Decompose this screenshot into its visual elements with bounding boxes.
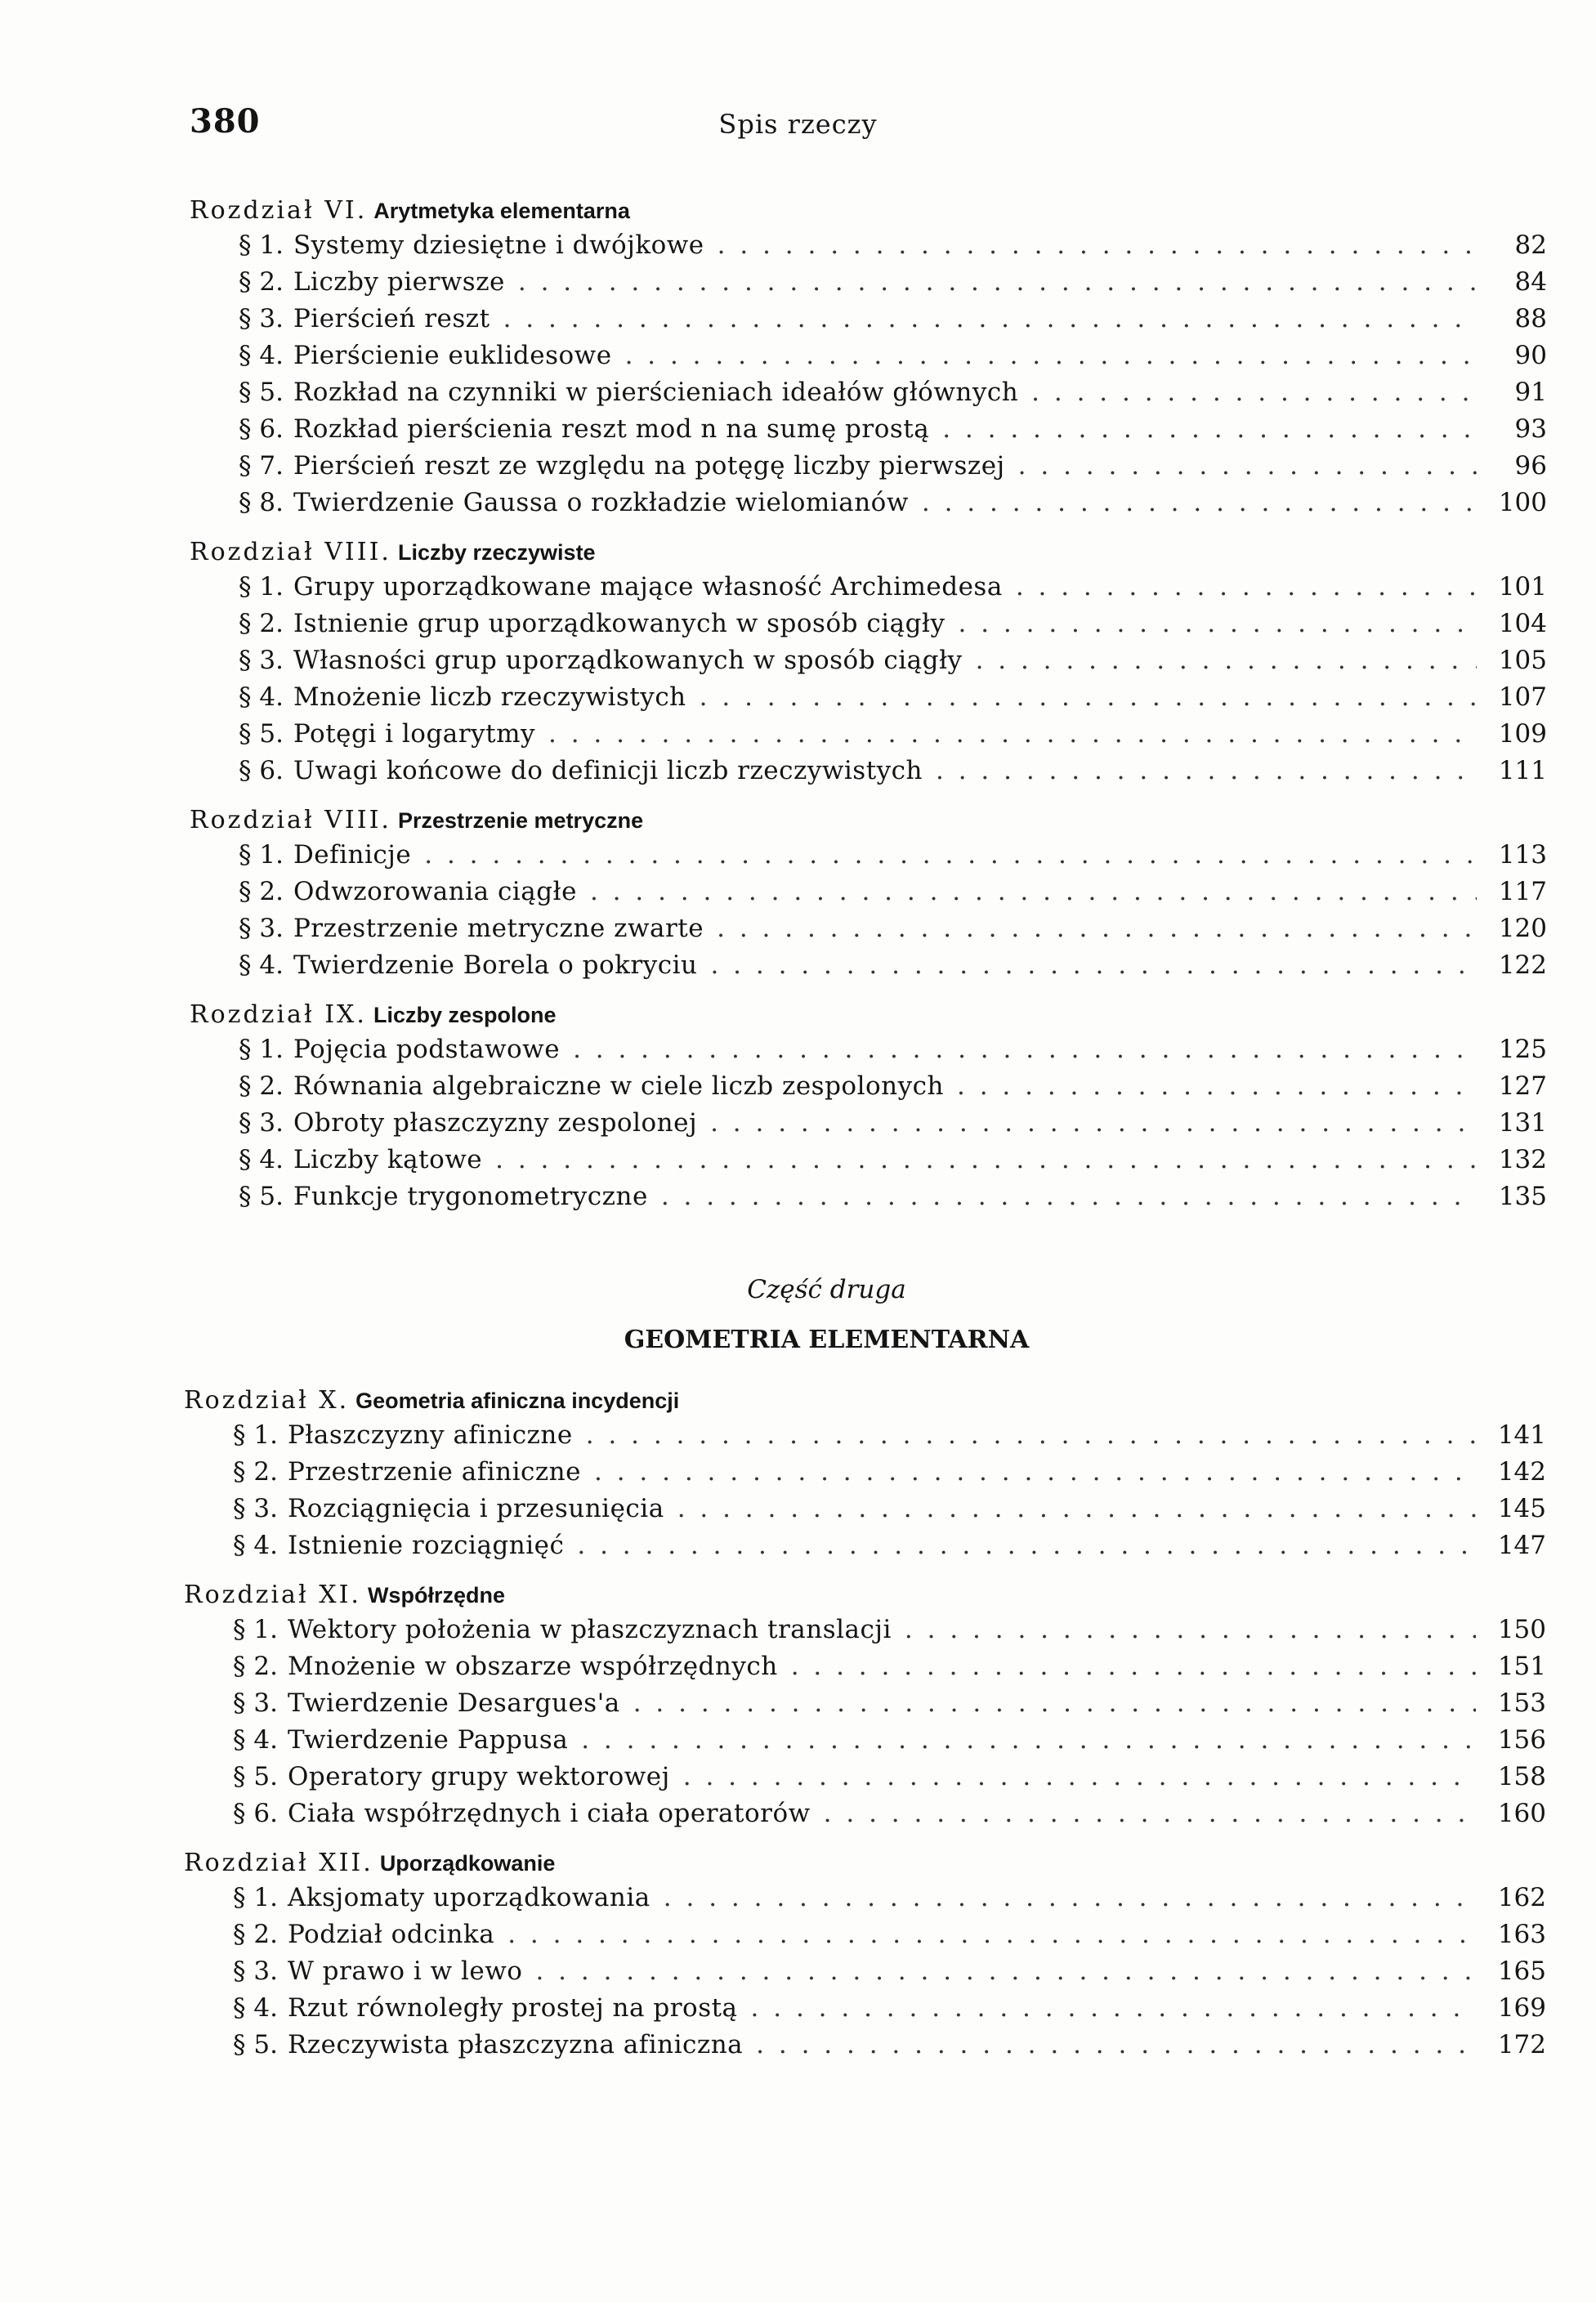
section-page-number: 156 [1497, 1725, 1546, 1755]
dot-leader [581, 1722, 1476, 1759]
chapter-title: Uporządkowanie [379, 1851, 556, 1876]
dot-leader [590, 874, 1477, 910]
section-page-number: 132 [1498, 1145, 1547, 1174]
toc-entry [239, 642, 1547, 679]
section-number: § 1. [239, 230, 284, 260]
toc-entry [233, 1722, 1546, 1759]
section-number: § 2. [239, 1071, 284, 1101]
section-title: W prawo i w lewo [287, 1956, 523, 1986]
section-page-number: 113 [1498, 840, 1547, 870]
section-title: Aksjomaty uporządkowania [287, 1883, 650, 1912]
section-page-number: 122 [1498, 950, 1547, 980]
toc-entry [233, 1527, 1546, 1564]
dot-leader [718, 227, 1477, 264]
section-page-number: 135 [1498, 1182, 1547, 1211]
section-title: Systemy dziesiętne i dwójkowe [293, 230, 704, 260]
toc-entry [233, 1491, 1546, 1527]
dot-leader [548, 716, 1477, 753]
toc-entry [239, 679, 1547, 716]
dot-leader [959, 606, 1478, 642]
section-number: § 3. [239, 914, 284, 943]
dot-leader [942, 411, 1477, 448]
section-title: Istnienie grup uporządkowanych w sposób ciągły [293, 609, 946, 638]
dot-leader [577, 1527, 1476, 1564]
section-page-number: 88 [1514, 304, 1547, 333]
section-number: § 6. [239, 756, 284, 785]
dot-leader [661, 1178, 1477, 1215]
section-number: § 5. [233, 1762, 278, 1791]
section-title: Definicje [293, 840, 412, 870]
dot-leader [1031, 374, 1477, 411]
section-number: § 5. [239, 1182, 284, 1211]
dot-leader [507, 1916, 1476, 1953]
chapter-title: Przestrzenie metryczne [397, 808, 644, 833]
dot-leader [518, 264, 1477, 301]
chapter-title: Arytmetyka elementarna [373, 199, 630, 223]
chapter-heading [190, 804, 1497, 837]
section-title: Rzeczywista płaszczyzna afiniczna [287, 2030, 744, 2059]
section-title: Równania algebraiczne w ciele liczb zespolonych [293, 1071, 944, 1101]
chapter [184, 1579, 1546, 1832]
dot-leader [717, 910, 1477, 947]
dot-leader [751, 1990, 1476, 2027]
section-number: § 2. [233, 1652, 278, 1681]
chapter-label: Rozdział VIII. [190, 538, 391, 566]
section-number: § 7. [239, 451, 284, 481]
section-page-number: 93 [1514, 414, 1547, 444]
section-page-number: 125 [1498, 1035, 1547, 1064]
table-of-contents-part-two [184, 1384, 1546, 2078]
section-page-number: 131 [1498, 1108, 1547, 1138]
section-page-number: 145 [1497, 1494, 1546, 1523]
section-page-number: 120 [1498, 914, 1547, 943]
toc-entry [233, 1795, 1546, 1832]
section-number: § 4. [239, 1145, 284, 1174]
chapter-title: Geometria afiniczna incydencji [355, 1389, 680, 1413]
chapter-label: Rozdział IX. [190, 1000, 367, 1029]
section-number: § 2. [233, 1457, 278, 1487]
chapter [184, 1384, 1546, 1564]
section-page-number: 109 [1498, 719, 1547, 749]
section-title: Rozciągnięcia i przesunięcia [287, 1494, 664, 1523]
section-number: § 2. [239, 609, 284, 638]
section-title: Odwzorowania ciągłe [293, 877, 577, 906]
section-number: § 1. [233, 1420, 278, 1450]
toc-entry [233, 1916, 1546, 1953]
section-title: Uwagi końcowe do definicji liczb rzeczywistych [293, 756, 923, 785]
chapter [190, 999, 1547, 1215]
section-number: § 5. [239, 719, 284, 749]
section-number: § 6. [233, 1799, 278, 1828]
part-heading [0, 1275, 1596, 1354]
chapter-heading [190, 536, 1497, 569]
toc-entry [239, 716, 1547, 753]
section-number: § 1. [233, 1883, 278, 1912]
toc-entry [239, 753, 1547, 789]
toc-entry [233, 1685, 1546, 1722]
section-page-number: 151 [1497, 1652, 1546, 1681]
section-number: § 2. [233, 1920, 278, 1949]
section-number: § 4. [233, 1531, 278, 1560]
section-title: Pierścień reszt ze względu na potęgę liczby pierwszej [293, 451, 1005, 481]
section-page-number: 147 [1497, 1531, 1546, 1560]
section-title: Rzut równoległy prostej na prostą [287, 1993, 738, 2023]
section-title: Twierdzenie Gaussa o rozkładzie wielomianów [293, 488, 909, 517]
dot-leader [756, 2027, 1476, 2064]
toc-entry [239, 448, 1547, 485]
section-number: § 2. [239, 877, 284, 906]
chapter-heading [184, 1384, 1491, 1417]
dot-leader [957, 1068, 1477, 1105]
section-page-number: 96 [1514, 451, 1547, 481]
section-number: § 3. [239, 646, 284, 675]
chapter-heading [190, 195, 1497, 227]
section-title: Pojęcia podstawowe [293, 1035, 561, 1064]
section-title: Potęgi i logarytmy [293, 719, 535, 749]
toc-entry [239, 910, 1547, 947]
section-number: § 3. [233, 1956, 278, 1986]
section-title: Płaszczyzny afiniczne [287, 1420, 573, 1450]
dot-leader [700, 679, 1477, 716]
chapter-label: Rozdział XII. [184, 1849, 373, 1877]
section-page-number: 84 [1514, 267, 1547, 297]
toc-entry [233, 1648, 1546, 1685]
section-page-number: 163 [1497, 1920, 1546, 1949]
dot-leader [495, 1142, 1477, 1178]
toc-entry [239, 1068, 1547, 1105]
section-title: Grupy uporządkowane mające własność Archimedesa [293, 572, 1003, 601]
dot-leader [1018, 448, 1477, 485]
dot-leader [625, 338, 1477, 374]
section-number: § 1. [239, 1035, 284, 1064]
dot-leader [677, 1491, 1476, 1527]
toc-entry [239, 338, 1547, 374]
section-page-number: 104 [1498, 609, 1547, 638]
section-title: Operatory grupy wektorowej [287, 1762, 670, 1791]
dot-leader [633, 1685, 1476, 1722]
dot-leader [710, 1105, 1477, 1142]
toc-entry [239, 1178, 1547, 1215]
part-title: GEOMETRIA ELEMENTARNA [624, 1326, 1030, 1354]
dot-leader [573, 1031, 1477, 1068]
section-number: § 5. [233, 2030, 278, 2059]
section-page-number: 82 [1514, 230, 1547, 260]
section-title: Rozkład pierścienia reszt mod n na sumę prostą [293, 414, 930, 444]
section-number: § 2. [239, 267, 284, 297]
toc-entry [233, 1759, 1546, 1795]
dot-leader [791, 1648, 1476, 1685]
dot-leader [424, 837, 1477, 874]
part-subtitle: Część druga [747, 1275, 906, 1304]
dot-leader [936, 753, 1477, 789]
section-page-number: 172 [1497, 2030, 1546, 2059]
chapter-heading [184, 1847, 1491, 1880]
section-title: Twierdzenie Pappusa [287, 1725, 569, 1755]
section-title: Wektory położenia w płaszczyznach translacji [287, 1615, 892, 1644]
dot-leader [976, 642, 1477, 679]
toc-entry [239, 606, 1547, 642]
section-page-number: 105 [1498, 646, 1547, 675]
dot-leader [905, 1612, 1476, 1648]
section-page-number: 141 [1497, 1420, 1546, 1450]
section-page-number: 117 [1498, 877, 1547, 906]
section-number: § 4. [239, 341, 284, 370]
toc-entry [233, 1454, 1546, 1491]
toc-entry [239, 411, 1547, 448]
toc-entry [239, 374, 1547, 411]
chapter-label: Rozdział XI. [184, 1581, 361, 1609]
section-title: Przestrzenie afiniczne [287, 1457, 581, 1487]
chapter-heading [184, 1579, 1491, 1612]
dot-leader [710, 947, 1477, 984]
section-title: Twierdzenie Borela o pokryciu [293, 950, 698, 980]
chapter-title: Liczby rzeczywiste [397, 540, 596, 565]
toc-entry [233, 1612, 1546, 1648]
section-number: § 4. [239, 950, 284, 980]
table-of-contents-part-one [190, 195, 1547, 1230]
toc-entry [233, 1880, 1546, 1916]
section-number: § 6. [239, 414, 284, 444]
toc-entry [239, 1142, 1547, 1178]
toc-entry [239, 837, 1547, 874]
section-page-number: 142 [1497, 1457, 1546, 1487]
dot-leader [922, 485, 1477, 521]
chapter-label: Rozdział VI. [190, 196, 368, 225]
section-title: Mnożenie liczb rzeczywistych [293, 682, 686, 712]
section-title: Mnożenie w obszarze współrzędnych [287, 1652, 778, 1681]
section-title: Własności grup uporządkowanych w sposób ciągły [293, 646, 963, 675]
chapter [190, 536, 1547, 789]
toc-entry [239, 947, 1547, 984]
dot-leader [1016, 569, 1477, 606]
section-number: § 3. [239, 304, 284, 333]
page-header [190, 102, 1406, 143]
section-title: Funkcje trygonometryczne [293, 1182, 648, 1211]
chapter-label: Rozdział X. [184, 1386, 350, 1415]
section-title: Pierścień reszt [293, 304, 490, 333]
section-page-number: 169 [1497, 1993, 1546, 2023]
toc-entry [233, 1990, 1546, 2027]
toc-entry [239, 227, 1547, 264]
dot-leader [586, 1417, 1476, 1454]
section-page-number: 101 [1498, 572, 1547, 601]
section-number: § 3. [233, 1688, 278, 1718]
page-number: 380 [190, 102, 261, 141]
toc-entry [239, 569, 1547, 606]
toc-entry [239, 485, 1547, 521]
section-number: § 5. [239, 378, 284, 407]
toc-entry [239, 264, 1547, 301]
toc-entry [239, 1105, 1547, 1142]
section-number: § 4. [233, 1993, 278, 2023]
section-page-number: 165 [1497, 1956, 1546, 1986]
toc-entry [239, 1031, 1547, 1068]
section-title: Twierdzenie Desargues'a [287, 1688, 620, 1718]
section-title: Liczby pierwsze [293, 267, 505, 297]
dot-leader [503, 301, 1477, 338]
section-title: Liczby kątowe [293, 1145, 483, 1174]
toc-entry [233, 1953, 1546, 1990]
section-number: § 3. [233, 1494, 278, 1523]
dot-leader [594, 1454, 1476, 1491]
section-page-number: 90 [1514, 341, 1547, 370]
section-title: Istnienie rozciągnięć [287, 1531, 565, 1560]
section-title: Podział odcinka [287, 1920, 495, 1949]
toc-entry [239, 874, 1547, 910]
section-page-number: 127 [1498, 1071, 1547, 1101]
section-number: § 4. [239, 682, 284, 712]
section-number: § 1. [233, 1615, 278, 1644]
section-number: § 4. [233, 1725, 278, 1755]
chapter [190, 804, 1547, 984]
section-page-number: 111 [1498, 756, 1547, 785]
running-title: Spis rzeczy [718, 109, 878, 140]
section-title: Przestrzenie metryczne zwarte [293, 914, 704, 943]
toc-entry [239, 301, 1547, 338]
section-page-number: 150 [1497, 1615, 1546, 1644]
section-page-number: 153 [1497, 1688, 1546, 1718]
section-number: § 1. [239, 572, 284, 601]
chapter-label: Rozdział VIII. [190, 806, 391, 834]
section-page-number: 158 [1497, 1762, 1546, 1791]
section-page-number: 162 [1497, 1883, 1546, 1912]
section-page-number: 107 [1498, 682, 1547, 712]
toc-entry [233, 1417, 1546, 1454]
chapter [184, 1847, 1546, 2064]
section-title: Ciała współrzędnych i ciała operatorów [287, 1799, 811, 1828]
section-page-number: 91 [1514, 378, 1547, 407]
chapter-heading [190, 999, 1497, 1031]
toc-entry [233, 2027, 1546, 2064]
section-page-number: 100 [1498, 488, 1547, 517]
section-title: Obroty płaszczyzny zespolonej [293, 1108, 698, 1138]
chapter-title: Liczby zespolone [373, 1003, 557, 1027]
section-number: § 3. [239, 1108, 284, 1138]
section-number: § 8. [239, 488, 284, 517]
section-title: Pierścienie euklidesowe [293, 341, 612, 370]
dot-leader [664, 1880, 1476, 1916]
chapter-title: Współrzędne [367, 1583, 505, 1608]
dot-leader [683, 1759, 1476, 1795]
dot-leader [824, 1795, 1476, 1832]
section-title: Rozkład na czynniki w pierścieniach ideałów głównych [293, 378, 1019, 407]
chapter [190, 195, 1547, 521]
section-page-number: 160 [1497, 1799, 1546, 1828]
dot-leader [535, 1953, 1476, 1990]
section-number: § 1. [239, 840, 284, 870]
